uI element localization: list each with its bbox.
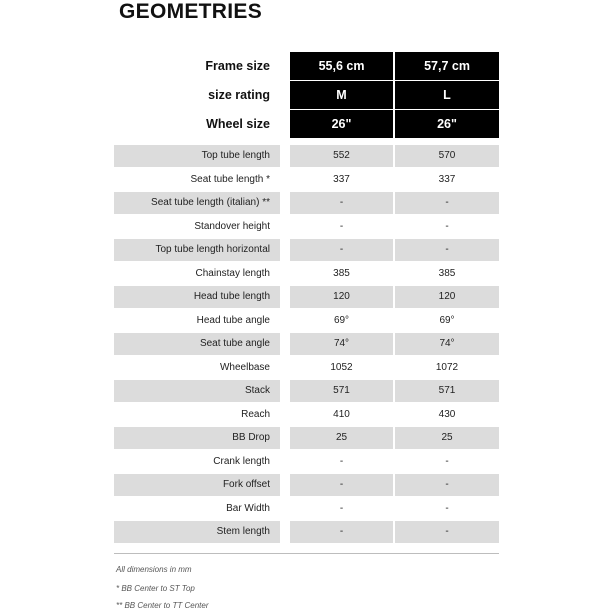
- row-value-m: 385: [333, 268, 350, 279]
- header-row-wheel-size: [114, 110, 499, 138]
- table-row: [114, 498, 499, 520]
- row-value-m: 337: [333, 174, 350, 185]
- row-label: Bar Width: [226, 503, 270, 514]
- row-value-m: -: [339, 503, 344, 514]
- row-value-m: 69°: [333, 315, 350, 326]
- table-row: [114, 239, 499, 261]
- header-row-frame-size: [114, 52, 499, 80]
- row-value-m: -: [290, 521, 393, 543]
- row-value-l: -: [445, 221, 449, 232]
- row-label: Seat tube length *: [190, 174, 270, 185]
- footnote-2: ** BB Center to TT Center: [116, 601, 209, 610]
- row-value-l: 337: [438, 174, 456, 185]
- table-row: [114, 192, 499, 214]
- table-row: [114, 521, 499, 543]
- row-value-m: -: [339, 221, 344, 232]
- row-label: Seat tube length (italian) **: [114, 192, 280, 214]
- table-row: [114, 216, 499, 238]
- footnote-1: * BB Center to ST Top: [116, 584, 195, 593]
- footnote-units: All dimensions in mm: [116, 565, 192, 574]
- row-label: Standover height: [194, 221, 270, 232]
- table-row: [114, 380, 499, 402]
- row-label: Chainstay length: [195, 268, 270, 279]
- row-label: BB Drop: [114, 427, 280, 449]
- row-value-l: 571: [395, 380, 499, 402]
- table-row: [114, 145, 499, 167]
- row-value-l: -: [445, 456, 449, 467]
- footer-divider: [114, 553, 499, 554]
- table-row: [114, 286, 499, 308]
- row-value-l: 430: [438, 409, 456, 420]
- table-row: [114, 357, 499, 379]
- row-value-m: 410: [333, 409, 350, 420]
- row-value-m: 120: [290, 286, 393, 308]
- row-value-l: 570: [395, 145, 499, 167]
- row-value-l: 69°: [439, 315, 455, 326]
- row-label: Top tube length: [114, 145, 280, 167]
- row-value-m: -: [290, 239, 393, 261]
- table-row: [114, 474, 499, 496]
- header-cell-m: 26": [290, 110, 393, 138]
- header-label: Frame size: [205, 59, 270, 73]
- row-value-l: 74°: [395, 333, 499, 355]
- row-label: Top tube length horizontal: [114, 239, 280, 261]
- table-row: [114, 404, 499, 426]
- header-cell-l: 26": [395, 110, 499, 138]
- row-value-l: 120: [395, 286, 499, 308]
- header-label: size rating: [208, 88, 270, 102]
- row-label: Fork offset: [114, 474, 280, 496]
- row-value-m: 552: [290, 145, 393, 167]
- table-row: [114, 169, 499, 191]
- row-value-m: -: [290, 192, 393, 214]
- table-row: [114, 263, 499, 285]
- row-label: Stack: [114, 380, 280, 402]
- row-value-m: 571: [290, 380, 393, 402]
- row-value-m: 25: [290, 427, 393, 449]
- row-value-l: 25: [395, 427, 499, 449]
- row-label: Wheelbase: [219, 362, 270, 373]
- header-cell-m: 55,6 cm: [290, 52, 393, 80]
- header-cell-l: 57,7 cm: [395, 52, 499, 80]
- row-label: Reach: [241, 409, 270, 420]
- row-value-m: 74°: [290, 333, 393, 355]
- row-value-l: -: [395, 192, 499, 214]
- row-value-l: 385: [438, 268, 456, 279]
- row-value-l: -: [395, 521, 499, 543]
- table-row: [114, 310, 499, 332]
- table-row: [114, 451, 499, 473]
- header-label: Wheel size: [206, 117, 270, 131]
- row-value-l: 1072: [435, 362, 459, 373]
- header-cell-l: L: [395, 81, 499, 109]
- row-label: Seat tube angle: [114, 333, 280, 355]
- row-label: Head tube angle: [196, 315, 270, 326]
- row-value-m: 1052: [330, 362, 353, 373]
- header-cell-m: M: [290, 81, 393, 109]
- row-value-l: -: [445, 503, 449, 514]
- row-label: Crank length: [213, 456, 270, 467]
- row-label: Stem length: [114, 521, 280, 543]
- table-row: [114, 333, 499, 355]
- table-row: [114, 427, 499, 449]
- row-value-l: -: [395, 239, 499, 261]
- row-value-m: -: [339, 456, 344, 467]
- row-value-l: -: [395, 474, 499, 496]
- row-label: Head tube length: [114, 286, 280, 308]
- header-row-size-rating: [114, 81, 499, 109]
- row-value-m: -: [290, 474, 393, 496]
- page-title: GEOMETRIES: [119, 0, 263, 23]
